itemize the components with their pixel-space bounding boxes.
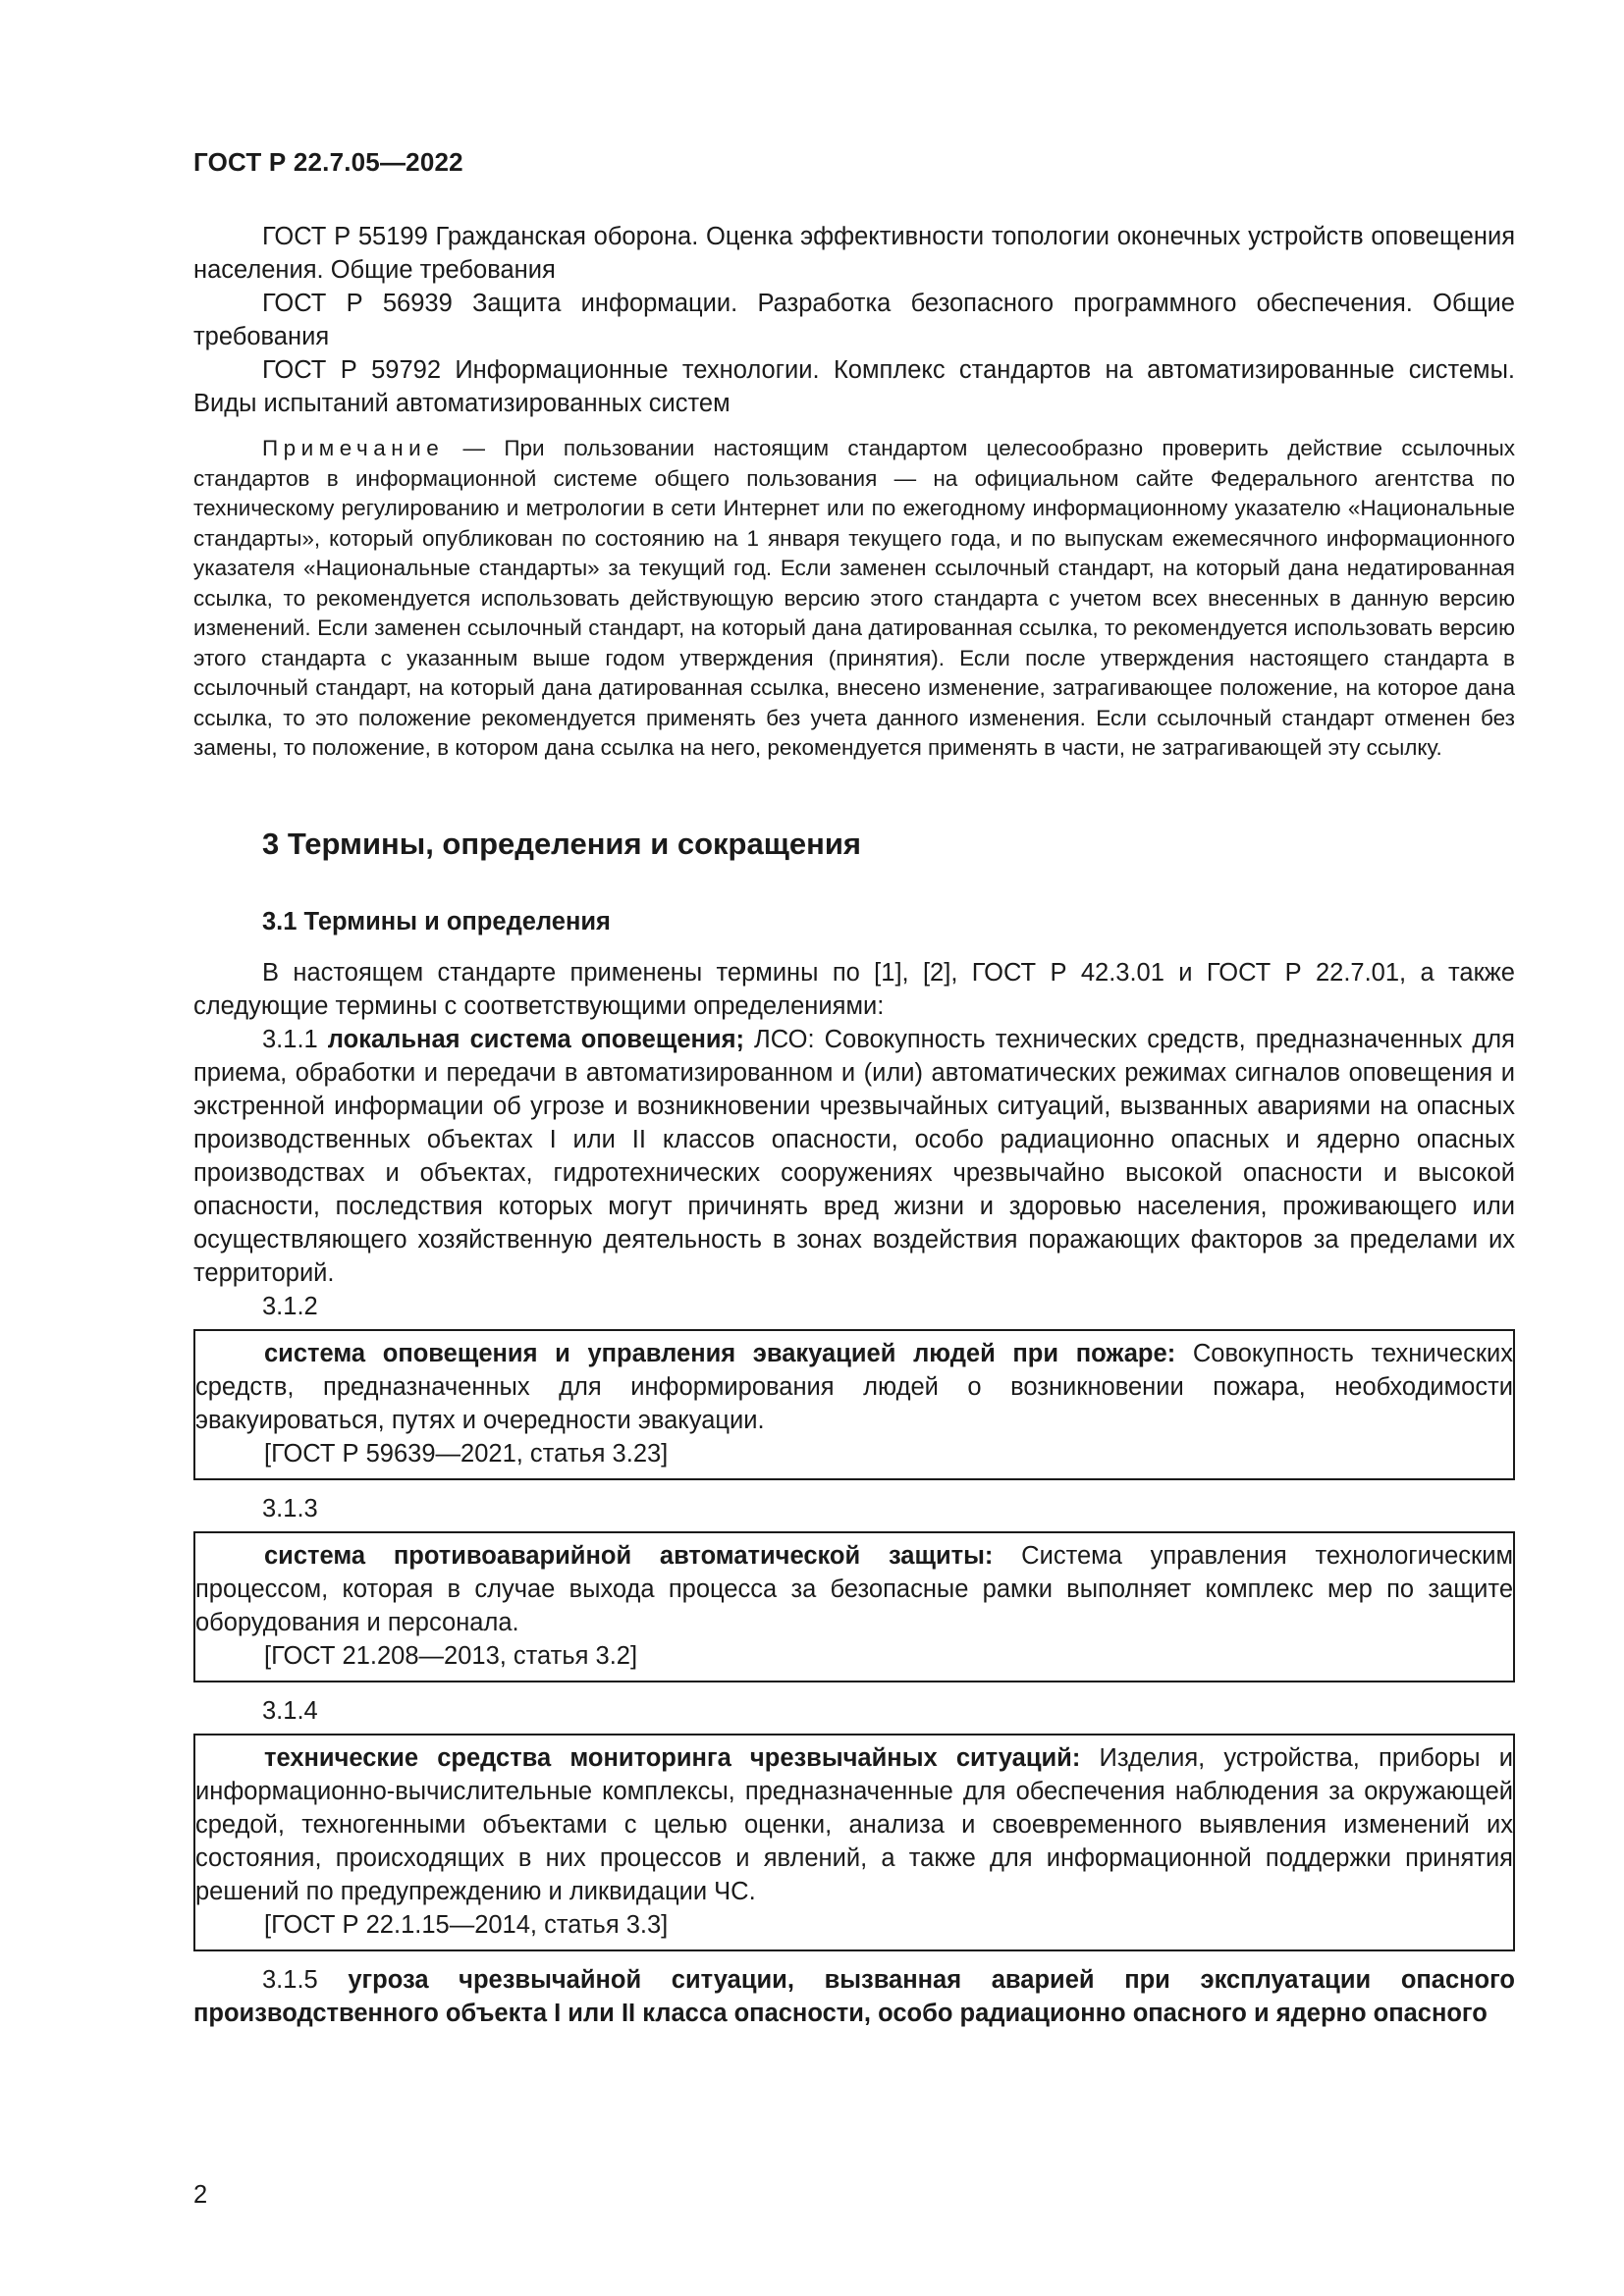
term-source: [ГОСТ 21.208—2013, статья 3.2]	[264, 1641, 638, 1670]
term-number: 3.1.5	[262, 1965, 318, 1994]
term-number-3-1-3: 3.1.3	[262, 1494, 318, 1522]
ref-item: ГОСТ Р 55199 Гражданская оборона. Оценка эффективности топологии оконечных устройств оповещения населения. Общие требования	[193, 223, 1515, 284]
term-name: локальная система оповещения;	[327, 1025, 744, 1053]
term-definition: Система управления технологическим процессом, которая в случае выхода процесса за безопасные рамки выполняет комплекс мер по защите оборудования и персонала.	[195, 1541, 1513, 1636]
term-source: [ГОСТ Р 59639—2021, статья 3.23]	[264, 1439, 669, 1468]
term-box-3-1-3	[193, 1531, 1515, 1682]
ref-item: ГОСТ Р 59792 Информационные технологии. Комплекс стандартов на автоматизированные системы. Виды испытаний автоматизированных систем	[193, 356, 1515, 417]
term-box-3-1-4	[193, 1734, 1515, 1951]
term-3-1-5	[193, 1963, 1515, 2030]
document-header: ГОСТ Р 22.7.05—2022	[193, 147, 463, 177]
term-3-1-2	[195, 1337, 1513, 1437]
term-number: 3.1.1	[262, 1025, 318, 1053]
page-content	[193, 220, 1515, 2030]
note-paragraph	[193, 434, 1515, 764]
term-name: угроза чрезвычайной ситуации, вызванная аварией при эксплуатации опасного производственного объекта I или II класса опасности, особо радиационно опасного и ядерно опасного	[193, 1965, 1515, 2027]
term-name: система противоаварийной автоматической защиты:	[264, 1541, 994, 1570]
term-definition: Изделия, устройства, приборы и информационно-вычислительные комплексы, предназначенные для обеспечения наблюдения за окружающей средой, техногенными объектами с целью оценки, анализа и своевременного выявления изменений их состояния, происходящих в них процессов и явлений, а также для информационной поддержки принятия решений по предупреждению и ликвидации ЧС.	[195, 1743, 1513, 1905]
term-3-1-4	[195, 1741, 1513, 1908]
term-3-1-1	[193, 1023, 1515, 1290]
term-number-3-1-2: 3.1.2	[262, 1292, 318, 1320]
term-definition: Совокупность технических средств, предназначенных для информирования людей о возникновении пожара, необходимости эвакуироваться, путях и очередности эвакуации.	[195, 1339, 1513, 1434]
term-box-3-1-2	[193, 1329, 1515, 1480]
section-title: 3 Термины, определения и сокращения	[262, 826, 861, 861]
term-3-1-3	[195, 1539, 1513, 1639]
term-name: технические средства мониторинга чрезвычайных ситуаций:	[264, 1743, 1081, 1772]
note-label: Примечание	[262, 436, 445, 460]
term-definition: ЛСО: Совокупность технических средств, предназначенных для приема, обработки и передачи в автоматизированном и (или) автоматических режимах сигналов оповещения и экстренной информации об угрозе и возникновении чрезвычайных ситуаций, вызванных авариями на опасных производственных объектах I или II классов опасности, особо радиационно опасных и ядерно опасных производствах и объектах, гидротехнических сооружениях чрезвычайно высокой опасности и высокой опасности, последствия которых могут причинять вред жизни и здоровью населения, проживающего или осуществляющего хозяйственную деятельность в зонах воздействия поражающих факторов за пределами их территорий.	[193, 1025, 1515, 1287]
term-source: [ГОСТ Р 22.1.15—2014, статья 3.3]	[264, 1910, 669, 1939]
page-number: 2	[193, 2181, 208, 2209]
section-intro: В настоящем стандарте применены термины по [1], [2], ГОСТ Р 42.3.01 и ГОСТ Р 22.7.01, а также следующие термины с соответствующими определениями:	[193, 958, 1515, 1020]
ref-item: ГОСТ Р 56939 Защита информации. Разработка безопасного программного обеспечения. Общие требования	[193, 290, 1515, 350]
note-text: — При пользовании настоящим стандартом целесообразно проверить действие ссылочных стандартов в информационной системе общего пользования — на официальном сайте Федерального агентства по техническому регулированию и метрологии в сети Интернет или по ежегодному информационному указателю «Национальные стандарты», который опубликован по состоянию на 1 января текущего года, и по выпускам ежемесячного информационного указателя «Национальные стандарты» за текущий год. Если заменен ссылочный стандарт, на который дана недатированная ссылка, то рекомендуется использовать действующую версию этого стандарта с учетом всех внесенных в данную версию изменений. Если заменен ссылочный стандарт, на который дана датированная ссылка, то рекомендуется использовать версию этого стандарта с указанным выше годом утверждения (принятия). Если после утверждения настоящего стандарта в ссылочный стандарт, на который дана датированная ссылка, внесено изменение, затрагивающее положение, на которое дана ссылка, то это положение рекомендуется применять без учета данного изменения. Если ссылочный стандарт отменен без замены, то положение, в котором дана ссылка на него, рекомендуется применять в части, не затрагивающей эту ссылку.	[193, 436, 1515, 760]
subsection-title: 3.1 Термины и определения	[262, 907, 611, 935]
term-name: система оповещения и управления эвакуацией людей при пожаре:	[264, 1339, 1176, 1367]
term-number-3-1-4: 3.1.4	[262, 1696, 318, 1725]
